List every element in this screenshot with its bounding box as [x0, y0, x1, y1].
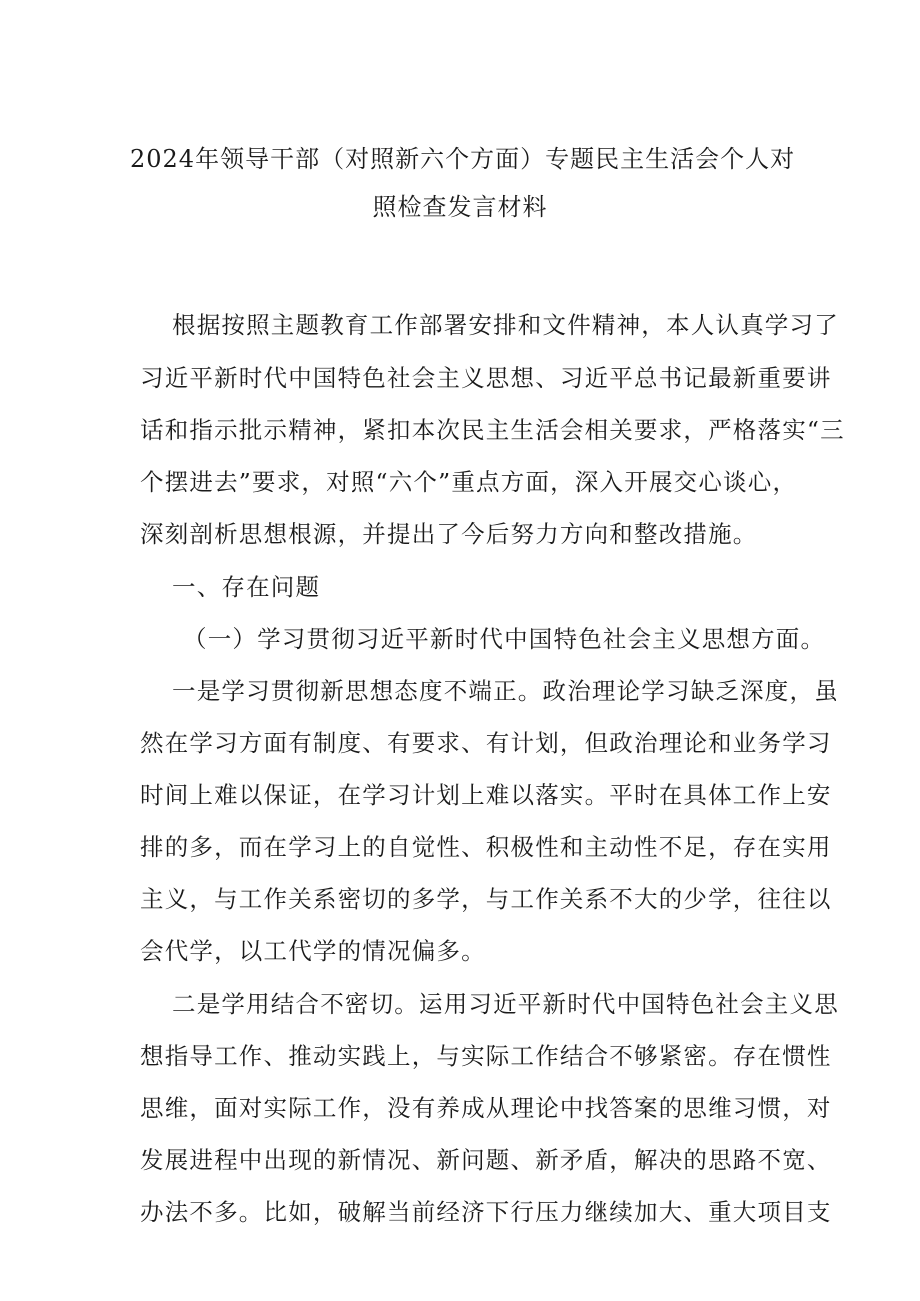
intro-paragraph-line: 话和指示批示精神，紧扣本次民主生活会相关要求，严格落实“三	[140, 416, 845, 444]
document-title-line-1: 2024年领导干部（对照新六个方面）专题民主生活会个人对	[130, 145, 796, 173]
intro-paragraph-line: 根据按照主题教育工作部署安排和文件精神，本人认真学习了	[172, 311, 839, 339]
paragraph-1-line: 然在学习方面有制度、有要求、有计划，但政治理论和业务学习	[140, 729, 832, 757]
intro-paragraph-line: 习近平新时代中国特色社会主义思想、习近平总书记最新重要讲	[140, 364, 832, 392]
intro-paragraph-line: 个摆进去”要求，对照“六个”重点方面，深入开展交心谈心，	[140, 468, 798, 496]
paragraph-2-line: 办法不多。比如，破解当前经济下行压力继续加大、重大项目支	[140, 1198, 832, 1226]
paragraph-2-line: 思维，面对实际工作，没有养成从理论中找答案的思维习惯，对	[140, 1094, 832, 1122]
subsection-heading: （一）学习贯彻习近平新时代中国特色社会主义思想方面。	[183, 625, 826, 653]
paragraph-1-line: 排的多，而在学习上的自觉性、积极性和主动性不足，存在实用	[140, 833, 832, 861]
paragraph-1-line: 时间上难以保证，在学习计划上难以落实。平时在具体工作上安	[140, 781, 832, 809]
paragraph-2-line: 发展进程中出现的新情况、新问题、新矛盾，解决的思路不宽、	[140, 1146, 832, 1174]
intro-paragraph-line: 深刻剖析思想根源，并提出了今后努力方向和整改措施。	[140, 520, 758, 548]
paragraph-1-line: 主义，与工作关系密切的多学，与工作关系不大的少学，往往以	[140, 885, 832, 913]
paragraph-2-line: 想指导工作、推动实践上，与实际工作结合不够紧密。存在惯性	[140, 1042, 832, 1070]
paragraph-1-line: 一是学习贯彻新思想态度不端正。政治理论学习缺乏深度，虽	[172, 677, 839, 705]
section-heading: 一、存在问题	[172, 573, 321, 601]
document-title-line-2: 照检查发言材料	[372, 193, 548, 221]
paragraph-1-line: 会代学，以工代学的情况偏多。	[140, 937, 486, 965]
paragraph-2-line: 二是学用结合不密切。运用习近平新时代中国特色社会主义思	[172, 990, 839, 1018]
